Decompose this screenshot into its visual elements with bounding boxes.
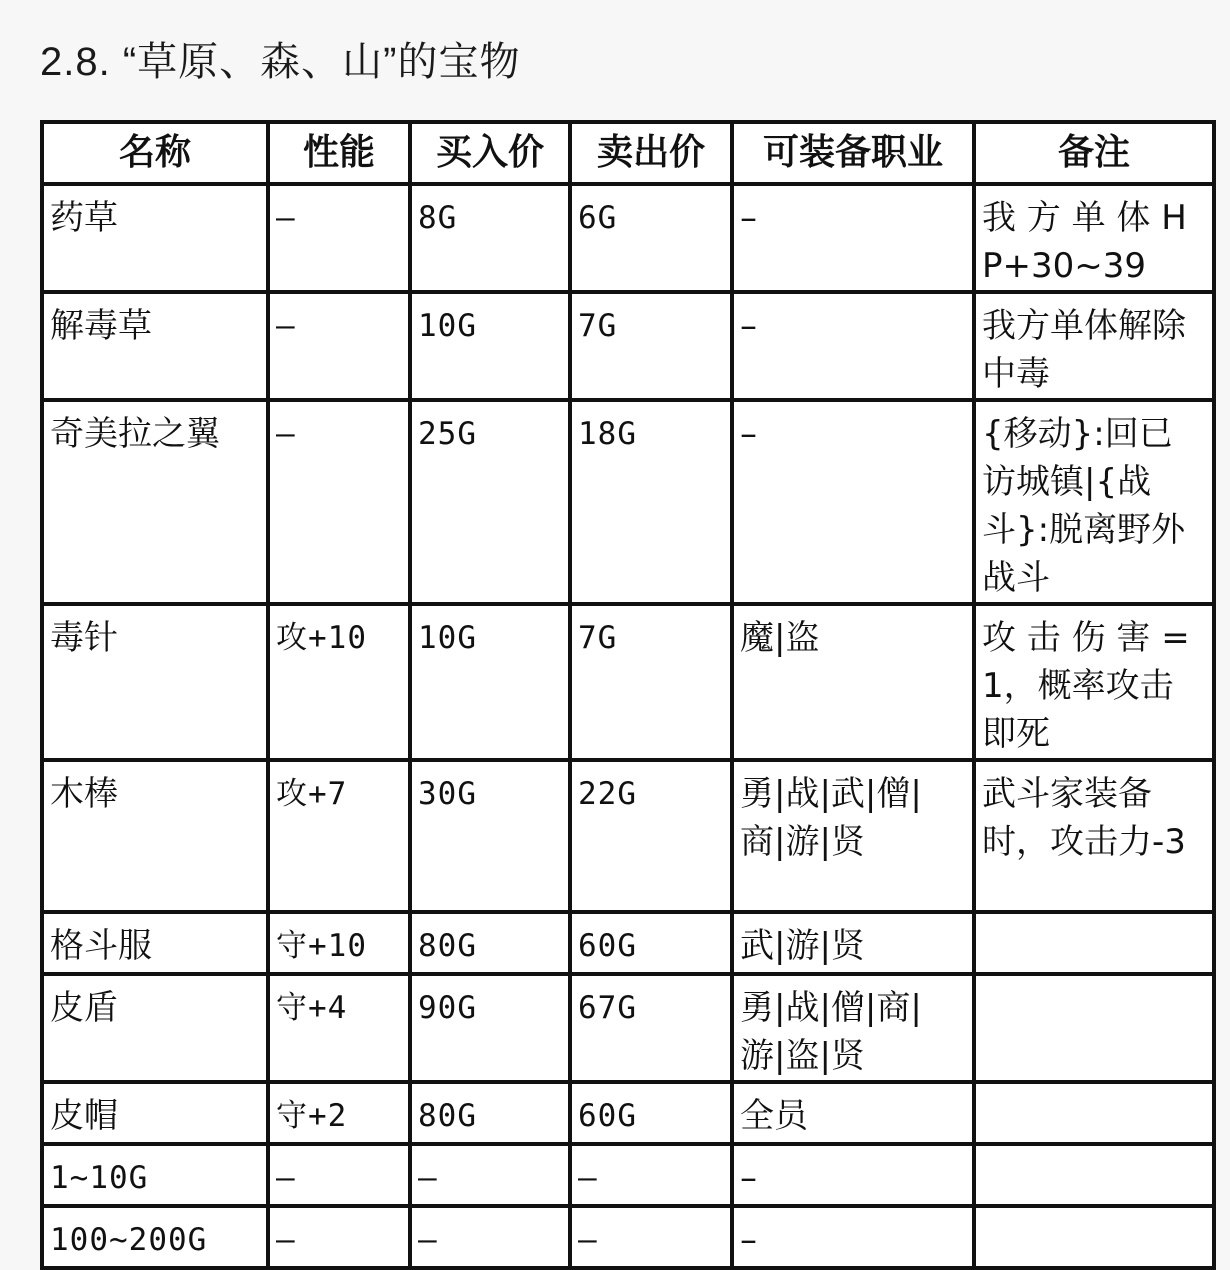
item-buy-price: 10G bbox=[410, 604, 570, 760]
item-stat: – bbox=[268, 184, 410, 292]
item-name: 皮盾 bbox=[42, 974, 268, 1082]
item-buy-price: – bbox=[410, 1206, 570, 1268]
item-sell-price: 18G bbox=[570, 400, 732, 604]
item-name: 奇美拉之翼 bbox=[42, 400, 268, 604]
item-sell-price: 6G bbox=[570, 184, 732, 292]
section-title: 2.8. “草原、森、山”的宝物 bbox=[40, 40, 521, 84]
table-row bbox=[42, 912, 1214, 974]
header-note: 备注 bbox=[974, 122, 1214, 184]
item-name: 药草 bbox=[42, 184, 268, 292]
item-stat: – bbox=[268, 292, 410, 400]
item-buy-price: 25G bbox=[410, 400, 570, 604]
item-note: 武斗家装备时，攻击力-3 bbox=[974, 760, 1214, 912]
item-jobs: 魔|盗 bbox=[732, 604, 974, 760]
item-stat: – bbox=[268, 1206, 410, 1268]
treasure-table bbox=[40, 120, 1216, 1270]
item-sell-price: 7G bbox=[570, 292, 732, 400]
item-note bbox=[974, 974, 1214, 1082]
header-name: 名称 bbox=[42, 122, 268, 184]
item-sell-price: – bbox=[570, 1206, 732, 1268]
item-stat: 守+4 bbox=[268, 974, 410, 1082]
item-name: 木棒 bbox=[42, 760, 268, 912]
table-row bbox=[42, 400, 1214, 604]
table-row bbox=[42, 292, 1214, 400]
table-row bbox=[42, 1206, 1214, 1268]
item-buy-price: 90G bbox=[410, 974, 570, 1082]
item-note bbox=[974, 1144, 1214, 1206]
table-row bbox=[42, 1144, 1214, 1206]
item-name: 皮帽 bbox=[42, 1082, 268, 1144]
item-stat: – bbox=[268, 1144, 410, 1206]
item-sell-price: 22G bbox=[570, 760, 732, 912]
item-sell-price: 60G bbox=[570, 1082, 732, 1144]
item-name: 格斗服 bbox=[42, 912, 268, 974]
item-note bbox=[974, 912, 1214, 974]
item-stat: 守+2 bbox=[268, 1082, 410, 1144]
item-stat: 攻+7 bbox=[268, 760, 410, 912]
item-stat: 守+10 bbox=[268, 912, 410, 974]
item-note bbox=[974, 1206, 1214, 1268]
item-jobs: 武|游|贤 bbox=[732, 912, 974, 974]
item-buy-price: 80G bbox=[410, 1082, 570, 1144]
table-row bbox=[42, 1082, 1214, 1144]
table-row bbox=[42, 184, 1214, 292]
item-sell-price: 67G bbox=[570, 974, 732, 1082]
table-row bbox=[42, 974, 1214, 1082]
item-note: 我方单体解除中毒 bbox=[974, 292, 1214, 400]
item-buy-price: 8G bbox=[410, 184, 570, 292]
item-stat: – bbox=[268, 400, 410, 604]
item-jobs: 勇|战|武|僧|商|游|贤 bbox=[732, 760, 974, 912]
item-sell-price: – bbox=[570, 1144, 732, 1206]
item-name: 毒针 bbox=[42, 604, 268, 760]
item-name: 100~200G bbox=[42, 1206, 268, 1268]
item-jobs: – bbox=[732, 400, 974, 604]
item-buy-price: – bbox=[410, 1144, 570, 1206]
item-name: 1~10G bbox=[42, 1144, 268, 1206]
item-jobs: – bbox=[732, 292, 974, 400]
item-buy-price: 10G bbox=[410, 292, 570, 400]
header-stat: 性能 bbox=[268, 122, 410, 184]
table-row bbox=[42, 604, 1214, 760]
item-stat: 攻+10 bbox=[268, 604, 410, 760]
header-jobs: 可装备职业 bbox=[732, 122, 974, 184]
item-note: {移动}:回已访城镇|{战斗}:脱离野外战斗 bbox=[974, 400, 1214, 604]
header-buy-price: 买入价 bbox=[410, 122, 570, 184]
item-note bbox=[974, 1082, 1214, 1144]
item-note: 我 方 单 体 HP+30~39 bbox=[974, 184, 1214, 292]
item-jobs: – bbox=[732, 1144, 974, 1206]
item-name: 解毒草 bbox=[42, 292, 268, 400]
table-row bbox=[42, 760, 1214, 912]
item-buy-price: 30G bbox=[410, 760, 570, 912]
item-jobs: 全员 bbox=[732, 1082, 974, 1144]
item-jobs: – bbox=[732, 1206, 974, 1268]
item-jobs: 勇|战|僧|商|游|盗|贤 bbox=[732, 974, 974, 1082]
header-sell-price: 卖出价 bbox=[570, 122, 732, 184]
item-buy-price: 80G bbox=[410, 912, 570, 974]
item-note: 攻 击 伤 害 =1，概率攻击即死 bbox=[974, 604, 1214, 760]
item-sell-price: 7G bbox=[570, 604, 732, 760]
item-sell-price: 60G bbox=[570, 912, 732, 974]
item-jobs: – bbox=[732, 184, 974, 292]
table-header-row bbox=[42, 122, 1214, 184]
